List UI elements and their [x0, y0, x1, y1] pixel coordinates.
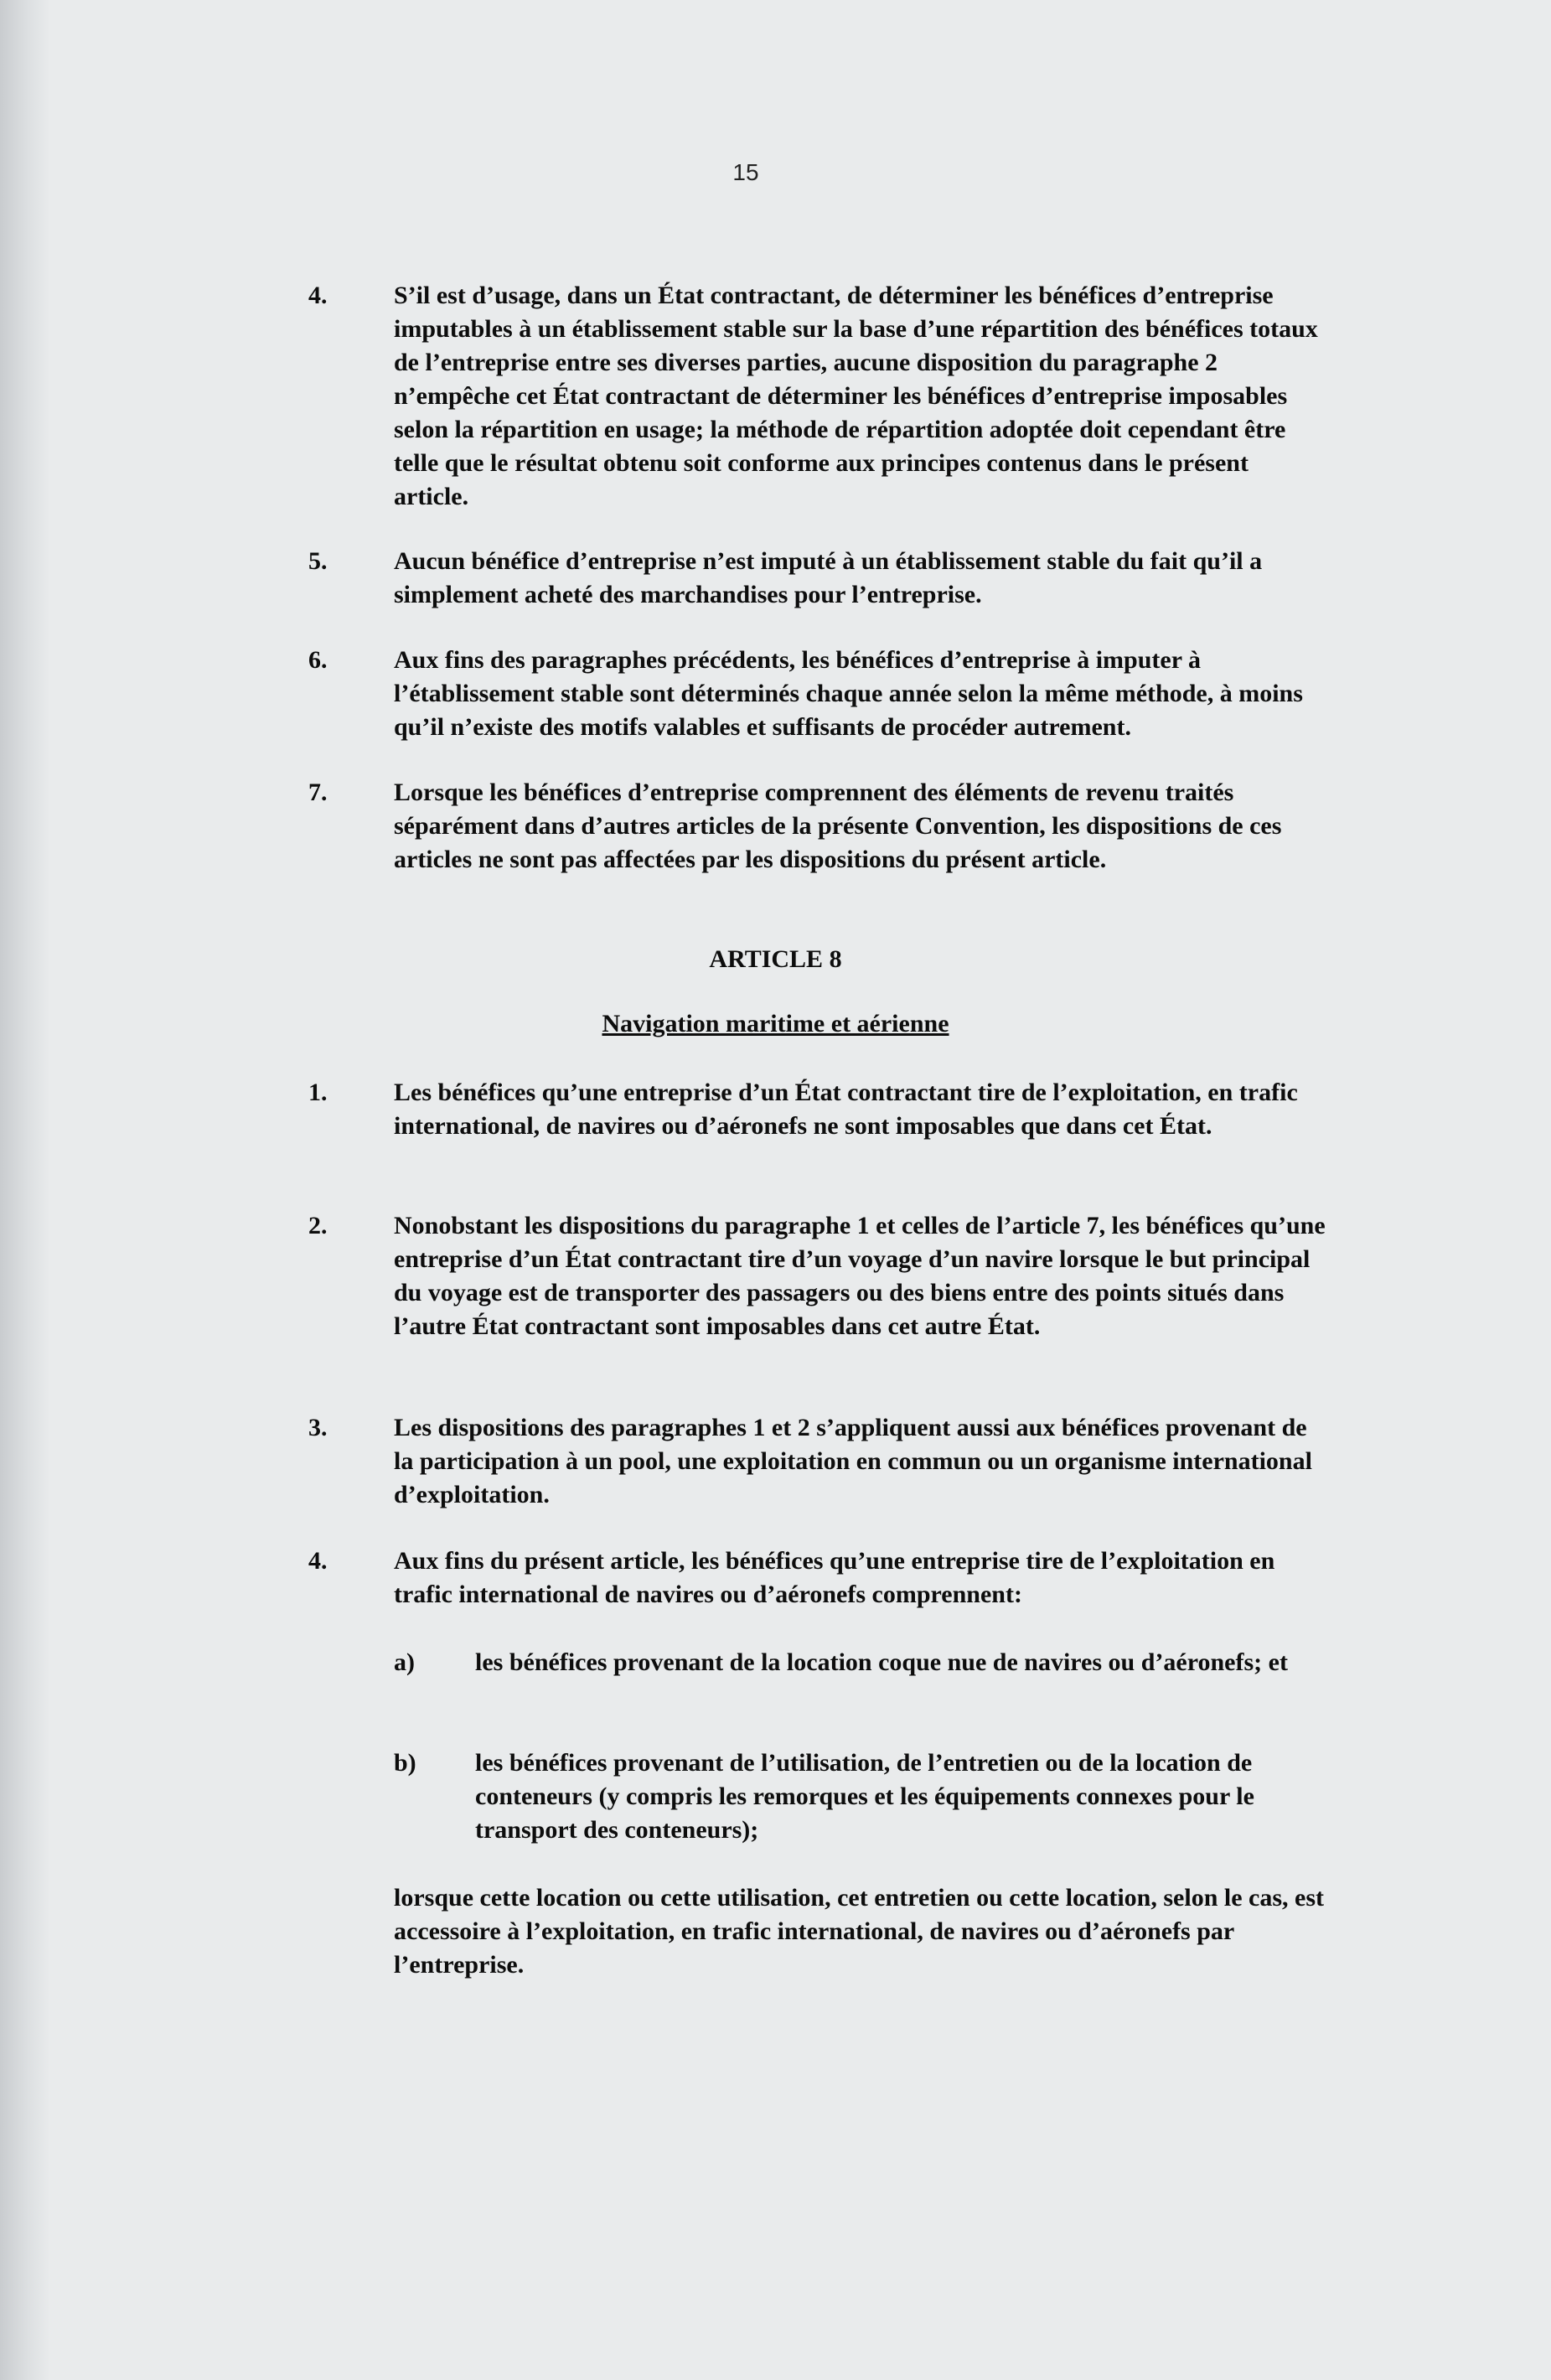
- paragraph-text: Nonobstant les dispositions du paragraphe 1 et celles de l’article 7, les bénéfices qu’une entreprise d’un État contractant tire d’un voyage d’un navire lorsque le but principal du voyage est de transporter des passagers ou des biens entre des points situés dans l’autre État contractant sont imposables dans cet autre État.: [394, 1212, 1326, 1340]
- paragraph-2-article-8: [308, 1209, 1326, 1343]
- subparagraph-a: [394, 1646, 1324, 1679]
- paragraph-text: Les bénéfices qu’une entreprise d’un État contractant tire de l’exploitation, en trafic international, de navires ou d’aéronefs ne sont imposables que dans cet État.: [394, 1079, 1298, 1140]
- paragraph-text: S’il est d’usage, dans un État contractant, de déterminer les bénéfices d’entreprise imputables à un établissement stable sur la base d’une répartition des bénéfices totaux de l’entreprise entre ses diverses parties, aucune disposition du paragraphe 2 n’empêche cet État contractant de déterminer les bénéfices d’entreprise imposables selon la répartition en usage; la méthode de répartition adoptée doit cependant être telle que le résultat obtenu soit conforme aux principes contenus dans le présent article.: [394, 282, 1318, 510]
- paragraph-4-article-8: [308, 1544, 1326, 1612]
- paragraph-5-article-7: [308, 545, 1326, 612]
- article-heading: ARTICLE 8: [709, 945, 842, 973]
- paragraph-3-article-8: [308, 1411, 1326, 1512]
- paragraph-text: Aux fins du présent article, les bénéfices qu’une entreprise tire de l’exploitation en trafic international de navires ou d’aéronefs comprennent:: [394, 1547, 1275, 1608]
- paragraph-text: Aucun bénéfice d’entreprise n’est imputé à un établissement stable du fait qu’il a simplement acheté des marchandises pour l’entreprise.: [394, 547, 1263, 608]
- paragraph-number: 5.: [308, 547, 328, 575]
- paragraph-text: Aux fins des paragraphes précédents, les bénéfices d’entreprise à imputer à l’établissement stable sont déterminés chaque année selon la même méthode, à moins qu’il n’existe des motifs valables et suffisants de procéder autrement.: [394, 646, 1303, 741]
- paragraph-number: 6.: [308, 646, 328, 674]
- article-title: [0, 1010, 1551, 1038]
- subparagraph-text: les bénéfices provenant de la location coque nue de navires ou d’aéronefs; et: [475, 1648, 1288, 1676]
- paragraph-7-article-7: [308, 776, 1326, 877]
- paragraph-number: 3.: [308, 1414, 328, 1441]
- paragraph-1-article-8: [308, 1076, 1326, 1143]
- paragraph-number: 4.: [308, 282, 328, 309]
- page-edge-shadow: [0, 0, 50, 2380]
- paragraph-text: Les dispositions des paragraphes 1 et 2 s’appliquent aussi aux bénéfices provenant de la participation à un pool, une exploitation en commun ou un organisme international d’exploitation.: [394, 1414, 1312, 1508]
- paragraph-number: 4.: [308, 1547, 328, 1575]
- paragraph-number: 1.: [308, 1079, 328, 1106]
- subparagraph-letter: a): [394, 1648, 415, 1676]
- paragraph-6-article-7: [308, 644, 1326, 744]
- subparagraph-text: les bénéfices provenant de l’utilisation, de l’entretien ou de la location de conteneurs (y compris les remorques et les équipements connexes pour le transport des conteneurs);: [475, 1749, 1254, 1844]
- subparagraph-letter: b): [394, 1749, 416, 1777]
- page-number: 15: [732, 159, 759, 185]
- subparagraph-b: [394, 1746, 1324, 1847]
- paragraph-text: Lorsque les bénéfices d’entreprise comprennent des éléments de revenu traités séparément dans d’autres articles de la présente Convention, les dispositions de ces articles ne sont pas affectées par les dispositions du présent article.: [394, 779, 1282, 873]
- article-title-text: Navigation maritime et aérienne: [602, 1010, 949, 1037]
- closing-text: lorsque cette location ou cette utilisation, cet entretien ou cette location, selon le cas, est accessoire à l’exploitation, en trafic international, de navires ou d’aéronefs par l’entreprise.: [394, 1884, 1324, 1979]
- paragraph-number: 2.: [308, 1212, 328, 1239]
- paragraph-number: 7.: [308, 779, 328, 806]
- paragraph-4-article-7: [308, 279, 1326, 514]
